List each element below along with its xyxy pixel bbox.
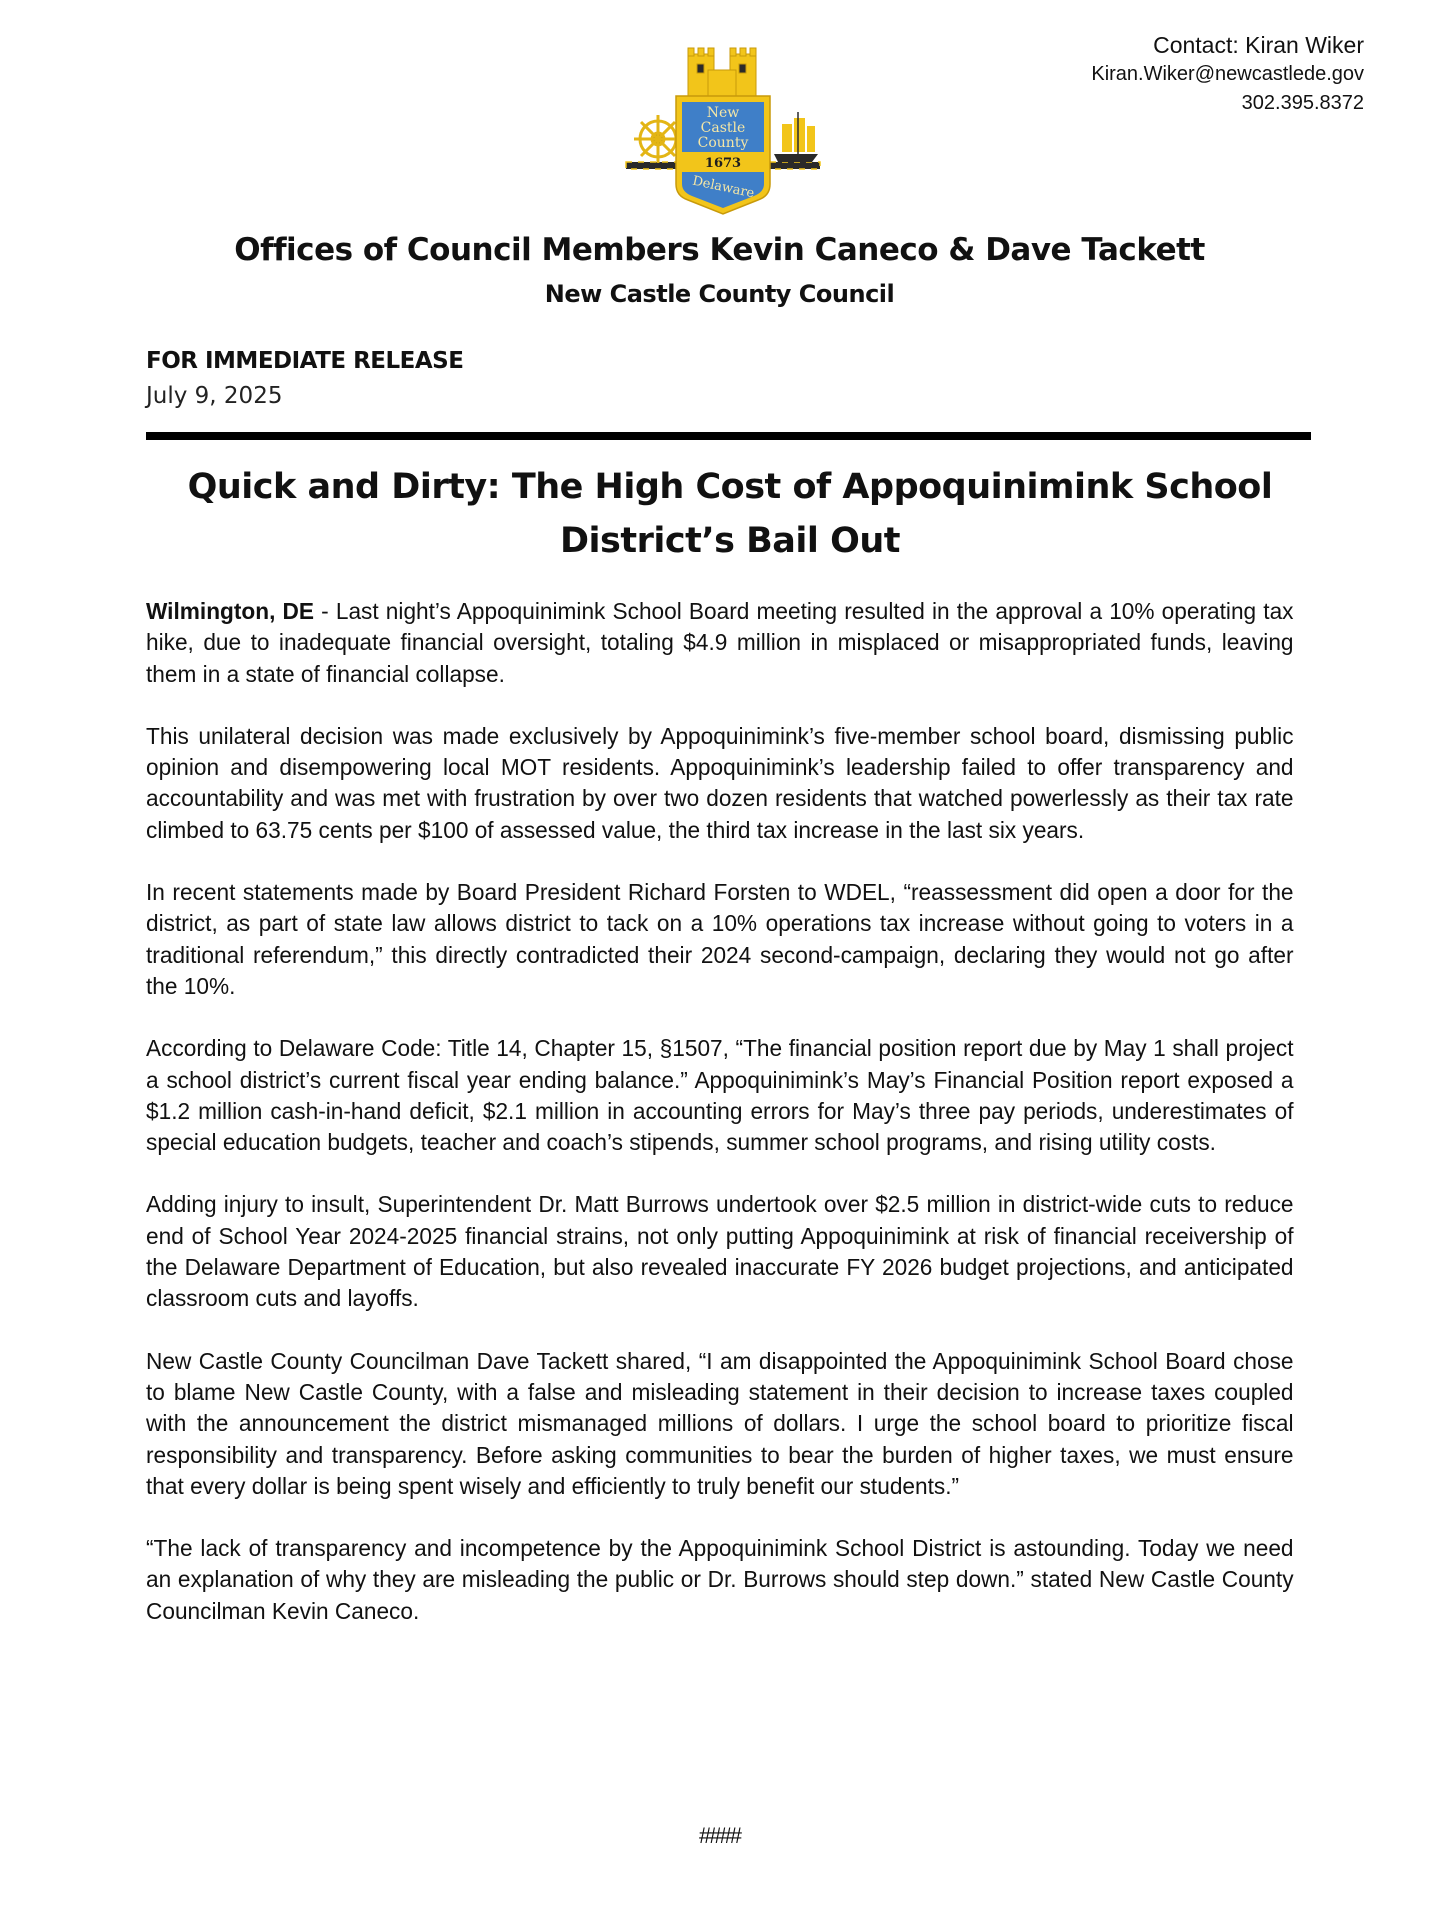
paragraph-3: In recent statements made by Board President Richard Forsten to WDEL, “reassessment did open a door for the district, as part of state law allows district to tack on a 10% operations tax increase without going to voters in a traditional referendum,” this directly contradicted their 2024 second-campaign, declaring they would not go after the 10%. — [146, 879, 1294, 999]
dateline: Wilmington, DE — [146, 598, 315, 624]
svg-text:1673: 1673 — [704, 156, 742, 171]
county-seal-logo — [618, 44, 828, 216]
end-of-release-mark: #### — [699, 1823, 740, 1848]
offices-heading: Offices of Council Members Kevin Caneco & Dave Tackett — [234, 232, 1205, 268]
contact-phone: 302.395.8372 — [1241, 92, 1364, 114]
headline-line-1: Quick and Dirty: The High Cost of Appoquinimink School — [187, 467, 1273, 507]
new-castle-county-seal-icon — [618, 44, 828, 216]
paragraph-1-text: - Last night’s Appoquinimink School Board meeting resulted in the approval a 10% operating tax hike, due to inadequate financial oversight, totaling $4.9 million in misplaced or misappropriated funds, leaving them in a state of financial collapse. — [146, 598, 1294, 687]
press-release-body — [146, 596, 1311, 1658]
svg-text:New: New — [706, 105, 740, 121]
sailing-ship-icon — [774, 112, 818, 162]
paragraph-1 — [146, 596, 1294, 690]
release-date: July 9, 2025 — [146, 383, 283, 409]
headline-line-2: District’s Bail Out — [559, 521, 901, 561]
release-label: FOR IMMEDIATE RELEASE — [146, 348, 464, 374]
svg-text:Delaware: Delaware — [691, 173, 756, 202]
paragraph-6: New Castle County Councilman Dave Tackett shared, “I am disappointed the Appoquinimink School Board chose to blame New Castle County, with a false and misleading statement in their decision to increase taxes coupled with the announcement the district mismanaged millions of dollars. I urge the school board to prioritize fiscal responsibility and transparency. Before asking communities to bear the burden of higher taxes, we must ensure that every dollar is being spent wisely and efficiently to truly benefit our students.” — [146, 1347, 1294, 1499]
ship-wheel-icon — [634, 115, 682, 163]
header-divider — [146, 432, 1311, 440]
council-subheading: New Castle County Council — [544, 280, 895, 308]
svg-text:Castle: Castle — [700, 120, 746, 136]
castle-towers-icon — [688, 48, 756, 100]
paragraph-7: “The lack of transparency and incompetence by the Appoquinimink School District is astounding. Today we need an explanation of why they are misleading the public or Dr. Burrows should step down.” stated New Castle County Councilman Kevin Caneco. — [146, 1535, 1294, 1624]
contact-email[interactable]: Kiran.Wiker@newcastlede.gov — [1091, 63, 1364, 85]
paragraph-4: According to Delaware Code: Title 14, Chapter 15, §1507, “The financial position report due by May 1 shall project a school district’s current fiscal year ending balance.” Appoquinimink’s May’s Financial Position report exposed a $1.2 million cash-in-hand deficit, $2.1 million in accounting errors for May’s three pay periods, underestimates of special education budgets, teacher and coach’s stipends, summer school programs, and rising utility costs. — [146, 1035, 1294, 1156]
contact-name: Contact: Kiran Wiker — [1153, 32, 1364, 58]
contact-block — [1091, 30, 1364, 118]
press-release-headline — [170, 460, 1290, 568]
paragraph-5: Adding injury to insult, Superintendent Dr. Matt Burrows undertook over $2.5 million in district-wide cuts to reduce end of School Year 2024-2025 financial strains, not only putting Appoquinimink at risk of financial receivership of the Delaware Department of Education, but also revealed inaccurate FY 2026 budget projections, and anticipated classroom cuts and layoffs. — [146, 1191, 1294, 1312]
paragraph-2: This unilateral decision was made exclusively by Appoquinimink’s five-member school board, dismissing public opinion and disempowering local MOT residents. Appoquinimink’s leadership failed to offer transparency and accountability and was met with frustration by over two dozen residents that watched powerlessly as their tax rate climbed to 63.75 cents per $100 of assessed value, the third tax increase in the last six years. — [146, 722, 1294, 843]
svg-text:County: County — [697, 135, 749, 151]
